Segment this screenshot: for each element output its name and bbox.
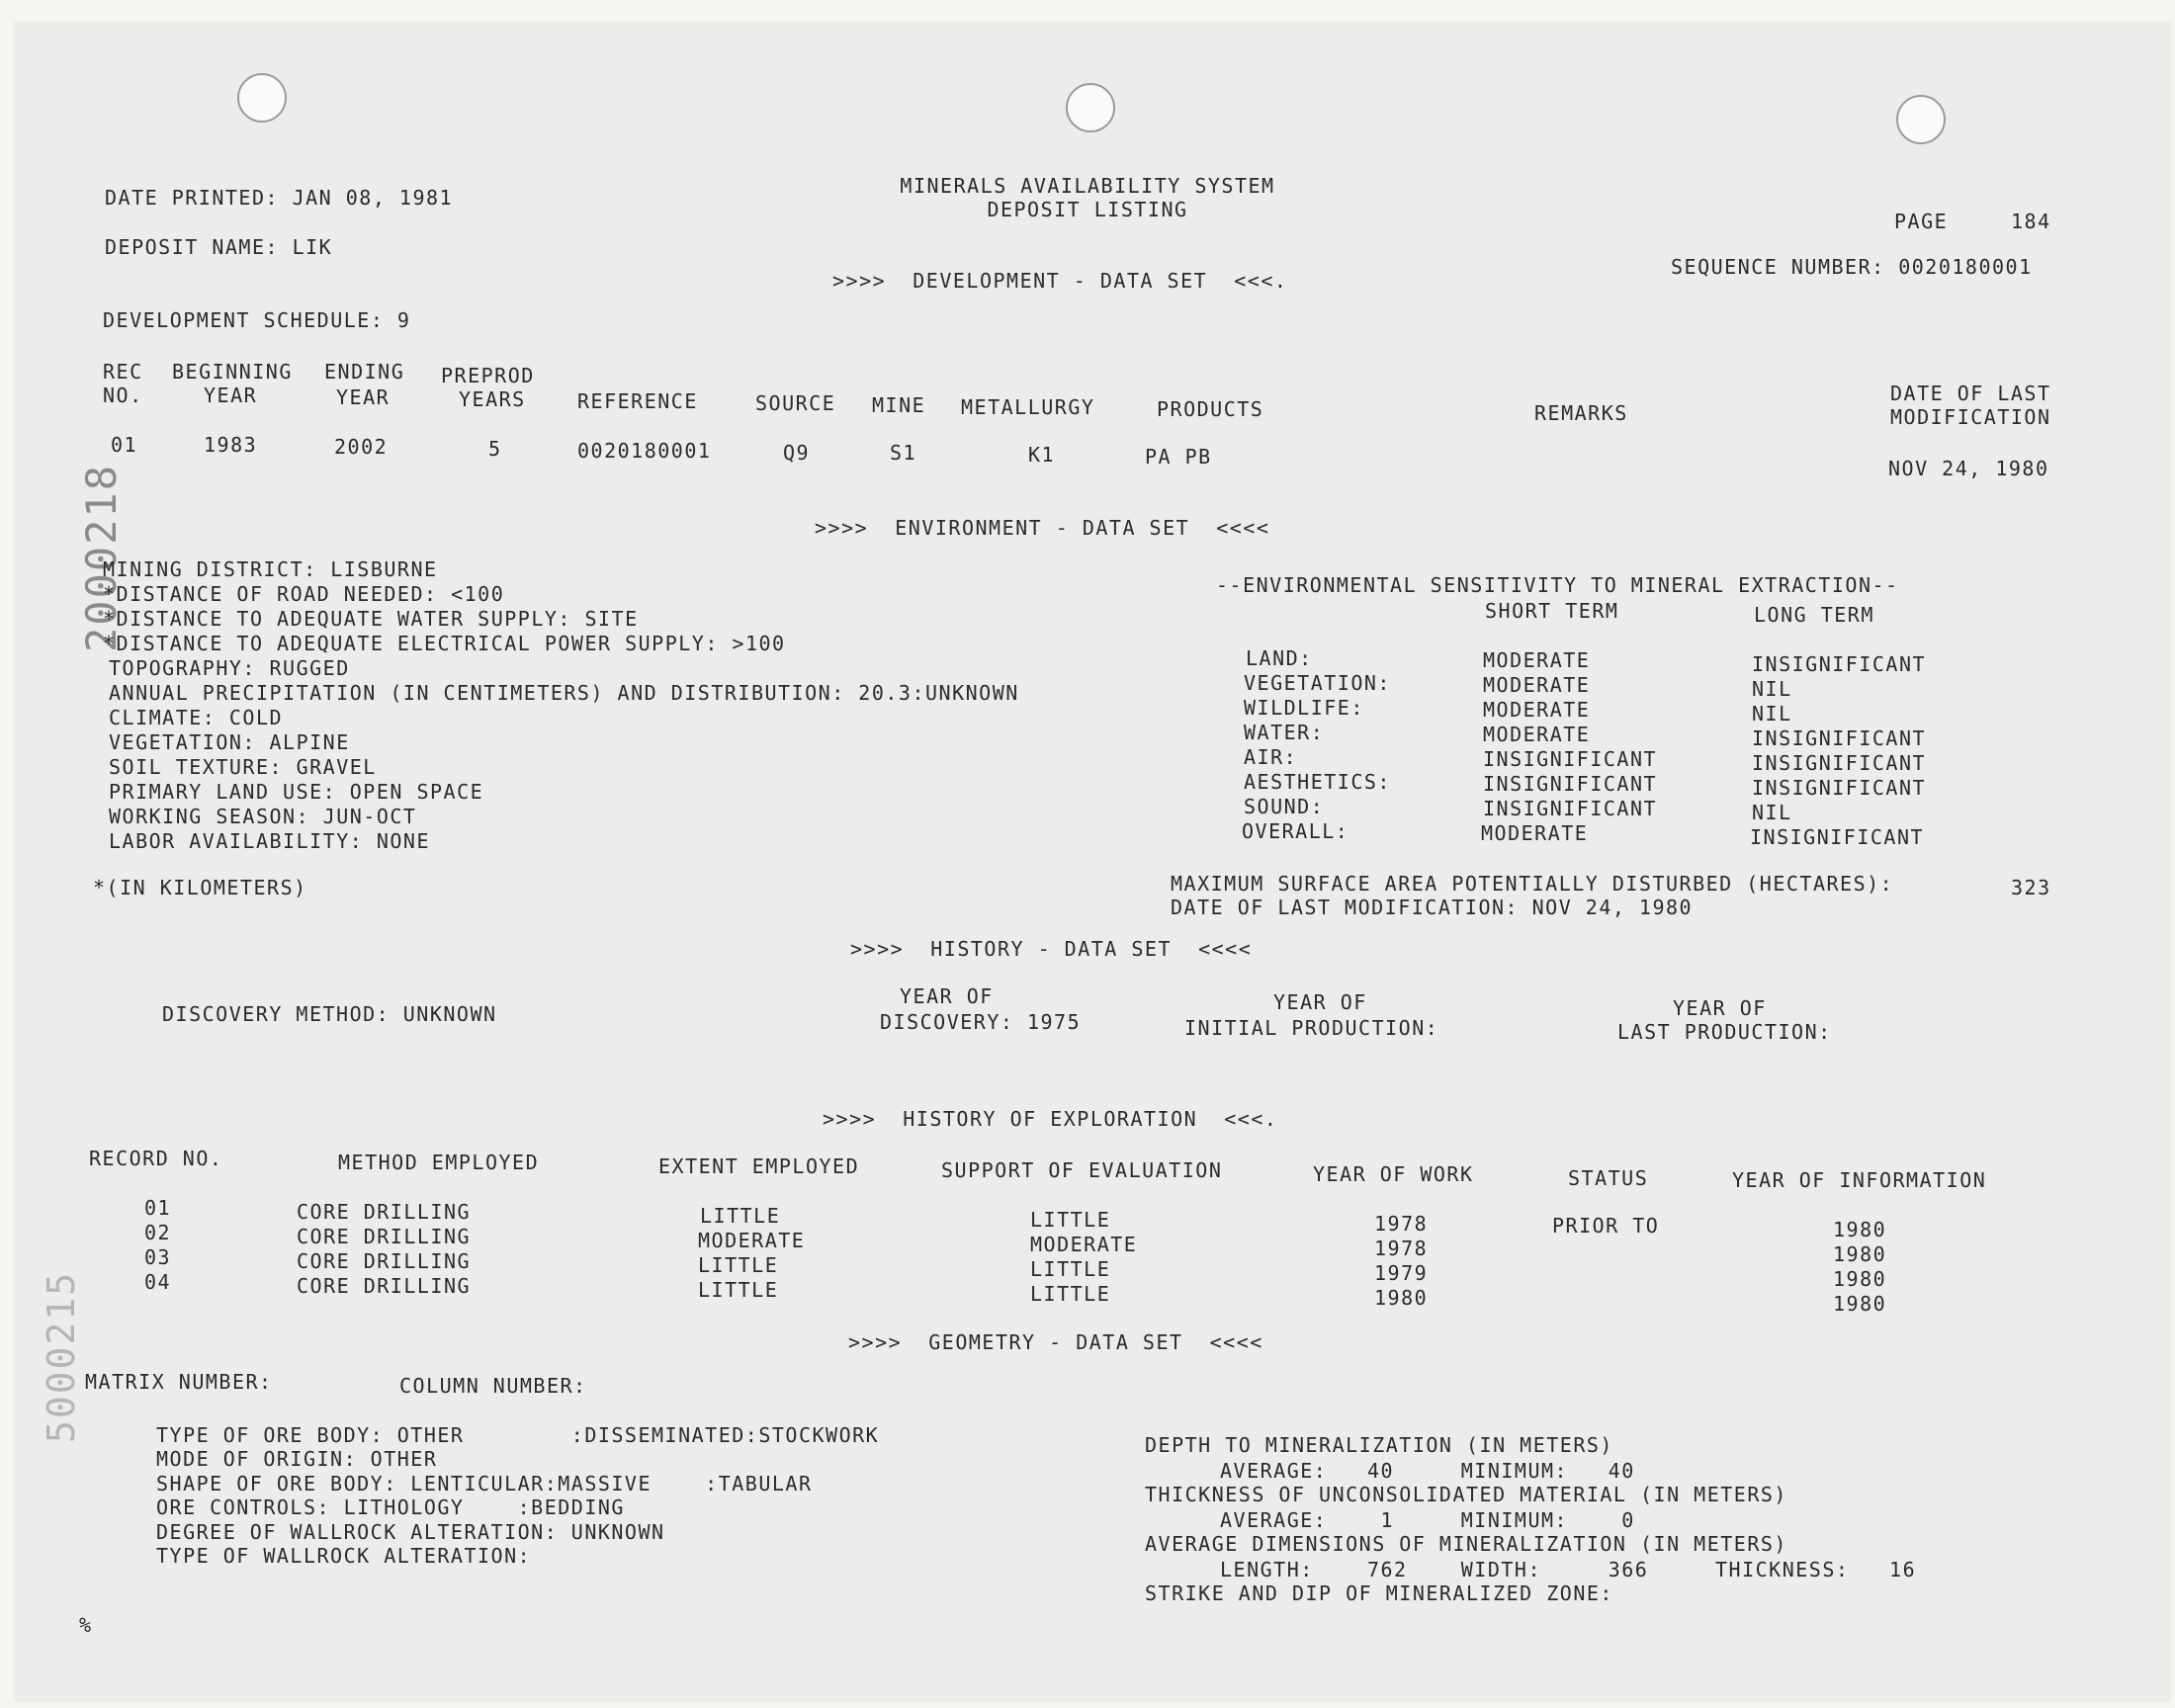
footer-mark: % xyxy=(79,1613,93,1637)
cell-no: 03 xyxy=(144,1245,172,1269)
cell-info: 1980 xyxy=(1833,1292,1887,1316)
cell-extent: MODERATE xyxy=(698,1229,806,1252)
sens-label: AIR: xyxy=(1244,745,1298,769)
cell-rec: 01 xyxy=(111,433,138,457)
cell-no: 02 xyxy=(144,1221,172,1244)
col-date-mod-2: MODIFICATION xyxy=(1890,405,2051,429)
col-record-no: RECORD NO. xyxy=(89,1147,223,1170)
env-line: SOIL TEXTURE: GRAVEL xyxy=(109,755,377,779)
cell-method: CORE DRILLING xyxy=(297,1200,472,1224)
geometry-line: MODE OF ORIGIN: OTHER xyxy=(156,1447,438,1471)
col-end-2: YEAR xyxy=(336,385,391,409)
geometry-line: DEGREE OF WALLROCK ALTERATION: UNKNOWN xyxy=(156,1520,665,1544)
sens-short: INSIGNIFICANT xyxy=(1483,772,1658,796)
sens-short: MODERATE xyxy=(1481,821,1589,845)
page-title: MINERALS AVAILABILITY SYSTEM xyxy=(900,174,1275,198)
deposit-name: DEPOSIT NAME: LIK xyxy=(105,235,333,259)
col-method: METHOD EMPLOYED xyxy=(338,1151,540,1174)
punch-hole-left xyxy=(237,73,287,123)
env-date-mod: DATE OF LAST MODIFICATION: NOV 24, 1980 xyxy=(1171,896,1694,919)
sens-long: NIL xyxy=(1752,801,1792,824)
cell-begin: 1983 xyxy=(204,433,258,457)
col-extent: EXTENT EMPLOYED xyxy=(658,1154,860,1178)
punch-hole-right xyxy=(1896,95,1946,144)
sens-label: WILDLIFE: xyxy=(1244,696,1364,720)
sens-long: INSIGNIFICANT xyxy=(1750,825,1925,849)
env-line: PRIMARY LAND USE: OPEN SPACE xyxy=(109,780,484,804)
sens-label: AESTHETICS: xyxy=(1244,770,1391,794)
short-term-header: SHORT TERM xyxy=(1485,599,1619,623)
depth-title: DEPTH TO MINERALIZATION (IN METERS) xyxy=(1145,1433,1613,1457)
cell-info: 1980 xyxy=(1833,1218,1887,1241)
env-footnote: *(IN KILOMETERS) xyxy=(93,876,307,899)
cell-source: Q9 xyxy=(783,441,811,465)
sens-short: MODERATE xyxy=(1483,673,1591,697)
env-line: *DISTANCE TO ADEQUATE ELECTRICAL POWER SUPPLY: >100 xyxy=(103,632,786,655)
env-line: *DISTANCE OF ROAD NEEDED: <100 xyxy=(103,582,505,606)
sens-long: INSIGNIFICANT xyxy=(1752,652,1927,676)
col-reference: REFERENCE xyxy=(577,389,698,413)
cell-preprod: 5 xyxy=(488,437,502,461)
sens-short: INSIGNIFICANT xyxy=(1483,797,1658,820)
col-products: PRODUCTS xyxy=(1157,397,1264,421)
cell-year: 1978 xyxy=(1374,1212,1429,1236)
strike-dip: STRIKE AND DIP OF MINERALIZED ZONE: xyxy=(1145,1581,1613,1605)
col-begin-2: YEAR xyxy=(204,384,258,407)
col-begin: BEGINNING xyxy=(172,360,293,384)
cell-reference: 0020180001 xyxy=(577,439,712,463)
year-discovery-label: YEAR OF xyxy=(900,984,994,1008)
cell-metallurgy: K1 xyxy=(1028,443,1056,467)
sens-short: MODERATE xyxy=(1483,698,1591,722)
sequence-number: SEQUENCE NUMBER: 0020180001 xyxy=(1671,255,2033,279)
col-preprod-2: YEARS xyxy=(459,387,526,411)
geometry-line: ORE CONTROLS: LITHOLOGY :BEDDING xyxy=(156,1495,625,1519)
cell-support: LITTLE xyxy=(1030,1257,1111,1281)
env-line: TOPOGRAPHY: RUGGED xyxy=(109,656,350,680)
sensitivity-title: --ENVIRONMENTAL SENSITIVITY TO MINERAL EXTRACTION-- xyxy=(1216,573,1899,597)
col-status: STATUS xyxy=(1568,1166,1649,1190)
sens-short: MODERATE xyxy=(1483,723,1591,746)
column-number: COLUMN NUMBER: xyxy=(399,1374,587,1398)
initial-production-label: YEAR OF xyxy=(1273,990,1367,1014)
sens-label: WATER: xyxy=(1244,721,1325,744)
cell-method: CORE DRILLING xyxy=(297,1249,472,1273)
cell-extent: LITTLE xyxy=(700,1204,781,1228)
sens-short: MODERATE xyxy=(1483,648,1591,672)
cell-products: PA PB xyxy=(1145,445,1212,469)
cell-no: 01 xyxy=(144,1196,172,1220)
cell-mine: S1 xyxy=(890,441,917,465)
cell-date-mod: NOV 24, 1980 xyxy=(1888,457,2049,480)
exploration-section-title: >>>> HISTORY OF EXPLORATION <<<. xyxy=(823,1107,1278,1131)
development-schedule: DEVELOPMENT SCHEDULE: 9 xyxy=(103,308,411,332)
development-section-title: >>>> DEVELOPMENT - DATA SET <<<. xyxy=(832,269,1288,293)
long-term-header: LONG TERM xyxy=(1754,603,1874,627)
geometry-section-title: >>>> GEOMETRY - DATA SET <<<< xyxy=(848,1330,1263,1354)
geometry-line: TYPE OF ORE BODY: OTHER :DISSEMINATED:STOCKWORK xyxy=(156,1423,880,1447)
page-label: PAGE xyxy=(1894,210,1949,233)
cell-year: 1979 xyxy=(1374,1261,1429,1285)
cell-info: 1980 xyxy=(1833,1242,1887,1266)
col-preprod: PREPROD xyxy=(441,364,535,387)
date-printed: DATE PRINTED: JAN 08, 1981 xyxy=(105,186,454,210)
sens-label: OVERALL: xyxy=(1242,819,1349,843)
env-line: VEGETATION: ALPINE xyxy=(109,730,350,754)
sens-label: VEGETATION: xyxy=(1244,671,1391,695)
side-stamp-number-faded: 5000215 xyxy=(40,1270,83,1443)
page-number: 184 xyxy=(2011,210,2051,233)
dimensions-values: LENGTH: 762 WIDTH: 366 THICKNESS: 16 xyxy=(1220,1558,1917,1581)
sens-long: NIL xyxy=(1752,677,1792,701)
col-metallurgy: METALLURGY xyxy=(961,395,1095,419)
year-discovery: DISCOVERY: 1975 xyxy=(880,1010,1082,1034)
page-subtitle: DEPOSIT LISTING xyxy=(987,198,1188,221)
cell-method: CORE DRILLING xyxy=(297,1225,472,1248)
max-surface-label: MAXIMUM SURFACE AREA POTENTIALLY DISTURBED (HECTARES): xyxy=(1171,872,1894,896)
col-source: SOURCE xyxy=(755,391,836,415)
cell-support: LITTLE xyxy=(1030,1282,1111,1306)
col-end: ENDING xyxy=(324,360,405,384)
env-line: WORKING SEASON: JUN-OCT xyxy=(109,805,417,828)
sens-long: NIL xyxy=(1752,702,1792,726)
discovery-method: DISCOVERY METHOD: UNKNOWN xyxy=(162,1002,497,1026)
cell-method: CORE DRILLING xyxy=(297,1274,472,1298)
cell-year: 1980 xyxy=(1374,1286,1429,1310)
sens-long: INSIGNIFICANT xyxy=(1752,776,1927,800)
cell-status: PRIOR TO xyxy=(1552,1214,1660,1238)
last-production: LAST PRODUCTION: xyxy=(1617,1020,1832,1044)
cell-end: 2002 xyxy=(334,435,389,459)
dimensions-title: AVERAGE DIMENSIONS OF MINERALIZATION (IN METERS) xyxy=(1145,1532,1787,1556)
geometry-line: TYPE OF WALLROCK ALTERATION: xyxy=(156,1544,532,1568)
depth-values: AVERAGE: 40 MINIMUM: 40 xyxy=(1220,1459,1635,1483)
sens-long: INSIGNIFICANT xyxy=(1752,726,1927,750)
sens-short: INSIGNIFICANT xyxy=(1483,747,1658,771)
col-support: SUPPORT OF EVALUATION xyxy=(941,1158,1223,1182)
side-stamp-number: 2000218 xyxy=(77,463,126,652)
thickness-values: AVERAGE: 1 MINIMUM: 0 xyxy=(1220,1508,1635,1532)
env-line: *DISTANCE TO ADEQUATE WATER SUPPLY: SITE xyxy=(103,607,639,631)
cell-support: MODERATE xyxy=(1030,1233,1138,1256)
max-surface-value: 323 xyxy=(2011,876,2051,899)
cell-no: 04 xyxy=(144,1270,172,1294)
history-section-title: >>>> HISTORY - DATA SET <<<< xyxy=(850,937,1253,961)
last-production-label: YEAR OF xyxy=(1673,996,1767,1020)
col-year-info: YEAR OF INFORMATION xyxy=(1732,1168,1987,1192)
cell-extent: LITTLE xyxy=(698,1278,779,1302)
env-line: MINING DISTRICT: LISBURNE xyxy=(103,557,438,581)
col-year-work: YEAR OF WORK xyxy=(1313,1162,1474,1186)
cell-extent: LITTLE xyxy=(698,1253,779,1277)
env-line: LABOR AVAILABILITY: NONE xyxy=(109,829,430,853)
col-mine: MINE xyxy=(872,393,926,417)
sens-label: LAND: xyxy=(1246,646,1313,670)
sens-long: INSIGNIFICANT xyxy=(1752,751,1927,775)
punch-hole-center xyxy=(1066,83,1115,132)
environment-section-title: >>>> ENVIRONMENT - DATA SET <<<< xyxy=(815,516,1270,540)
initial-production: INITIAL PRODUCTION: xyxy=(1184,1016,1439,1040)
sens-label: SOUND: xyxy=(1244,795,1325,818)
cell-info: 1980 xyxy=(1833,1267,1887,1291)
col-rec: REC xyxy=(103,360,143,384)
thickness-title: THICKNESS OF UNCONSOLIDATED MATERIAL (IN METERS) xyxy=(1145,1483,1787,1506)
env-line: ANNUAL PRECIPITATION (IN CENTIMETERS) AND DISTRIBUTION: 20.3:UNKNOWN xyxy=(109,681,1019,705)
col-remarks: REMARKS xyxy=(1534,401,1628,425)
env-line: CLIMATE: COLD xyxy=(109,706,284,729)
cell-support: LITTLE xyxy=(1030,1208,1111,1232)
col-rec-2: NO. xyxy=(103,384,143,407)
matrix-number: MATRIX NUMBER: xyxy=(85,1370,273,1394)
col-date-mod: DATE OF LAST xyxy=(1890,382,2051,405)
cell-year: 1978 xyxy=(1374,1237,1429,1260)
geometry-line: SHAPE OF ORE BODY: LENTICULAR:MASSIVE :TABULAR xyxy=(156,1472,813,1495)
